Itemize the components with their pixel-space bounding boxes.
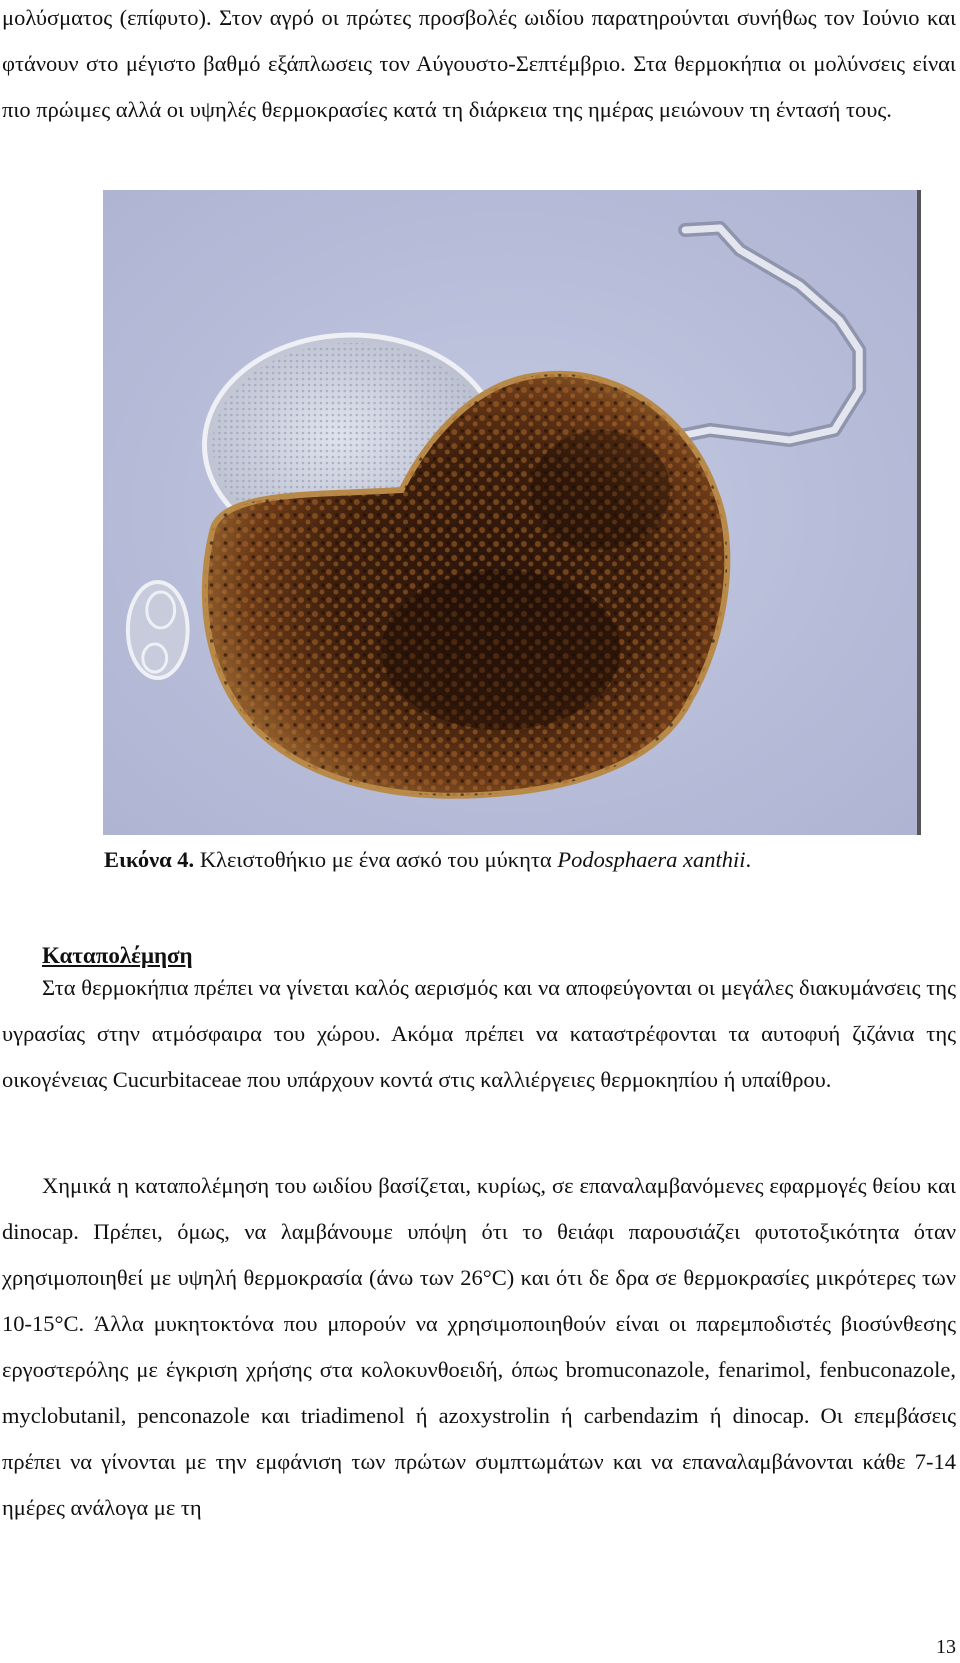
figure-caption-text: Κλειστοθήκιο με ένα ασκό του μύκητα — [194, 847, 558, 872]
page-number: 13 — [936, 1636, 956, 1658]
intro-paragraph: μολύσματος (επίφυτο). Στον αγρό οι πρώτες προσβολές ωιδίου παρατηρούνται συνήθως τον Ιούνιο και φτάνουν στο μέγιστο βαθμό εξάπλωσεις τον Αύγουστο-Σεπτέμβριο. Στα θερμοκήπια οι μολύνσεις είναι πιο πρώιμες αλλά οι υψηλές θερμοκρασίες κατά τη διάρκεια της ημέρας μειώνουν τη έντασή τους. — [2, 5, 956, 122]
micrograph-figure — [103, 190, 921, 835]
cleistothecium-micrograph — [103, 190, 917, 835]
figure-caption-end: . — [745, 847, 752, 872]
control-paragraph-2: Χημικά η καταπολέμηση του ωιδίου βασίζεται, κυρίως, σε επαναλαμβανόμενες εφαρμογές θείου και dinocap. Πρέπει, όμως, να λαμβάνουμε υπόψη ότι το θειάφι παρουσιάζει φυτοτοξικότητα όταν χρησιμοποιηθεί με υψηλή θερμοκρασία (άνω των 26°C) και ότι δε δρα σε θερμοκρασίες μικρότερες των 10-15°C. Άλλα μυκητοκτόνα που μπορούν να χρησιμοποιηθούν είναι οι παρεμποδιστές βιοσύνθεσης εργοστερόλης με έγκριση χρήσης στα κολοκυνθοειδή, όπως bromuconazole, fenarimol, fenbuconazole, myclobutanil, penconazole και triadimenol ή azoxystrolin ή carbendazim ή dinocap. Οι επεμβάσεις πρέπει να γίνονται με την εμφάνιση των πρώτων συμπτωμάτων και να επαναλαμβάνονται κάθε 7-14 ημέρες ανάλογα με τη — [2, 1173, 956, 1520]
figure-caption-species: Podosphaera xanthii — [557, 847, 746, 872]
control-paragraph-1: Στα θερμοκήπια πρέπει να γίνεται καλός αερισμός και να αποφεύγονται οι μεγάλες διακυμάνσεις της υγρασίας στην ατμόσφαιρα του χώρου. Ακόμα πρέπει να καταστρέφονται τα αυτοφυή ζιζάνια της οικογένειας Cucurbitaceae που υπάρχουν κοντά στις καλλιέργειες θερμοκηπίου ή υπαίθρου. — [2, 975, 956, 1092]
section-heading: Καταπολέμηση — [42, 943, 193, 968]
figure-caption-label: Εικόνα 4. — [104, 847, 195, 872]
figure-caption — [104, 840, 924, 880]
